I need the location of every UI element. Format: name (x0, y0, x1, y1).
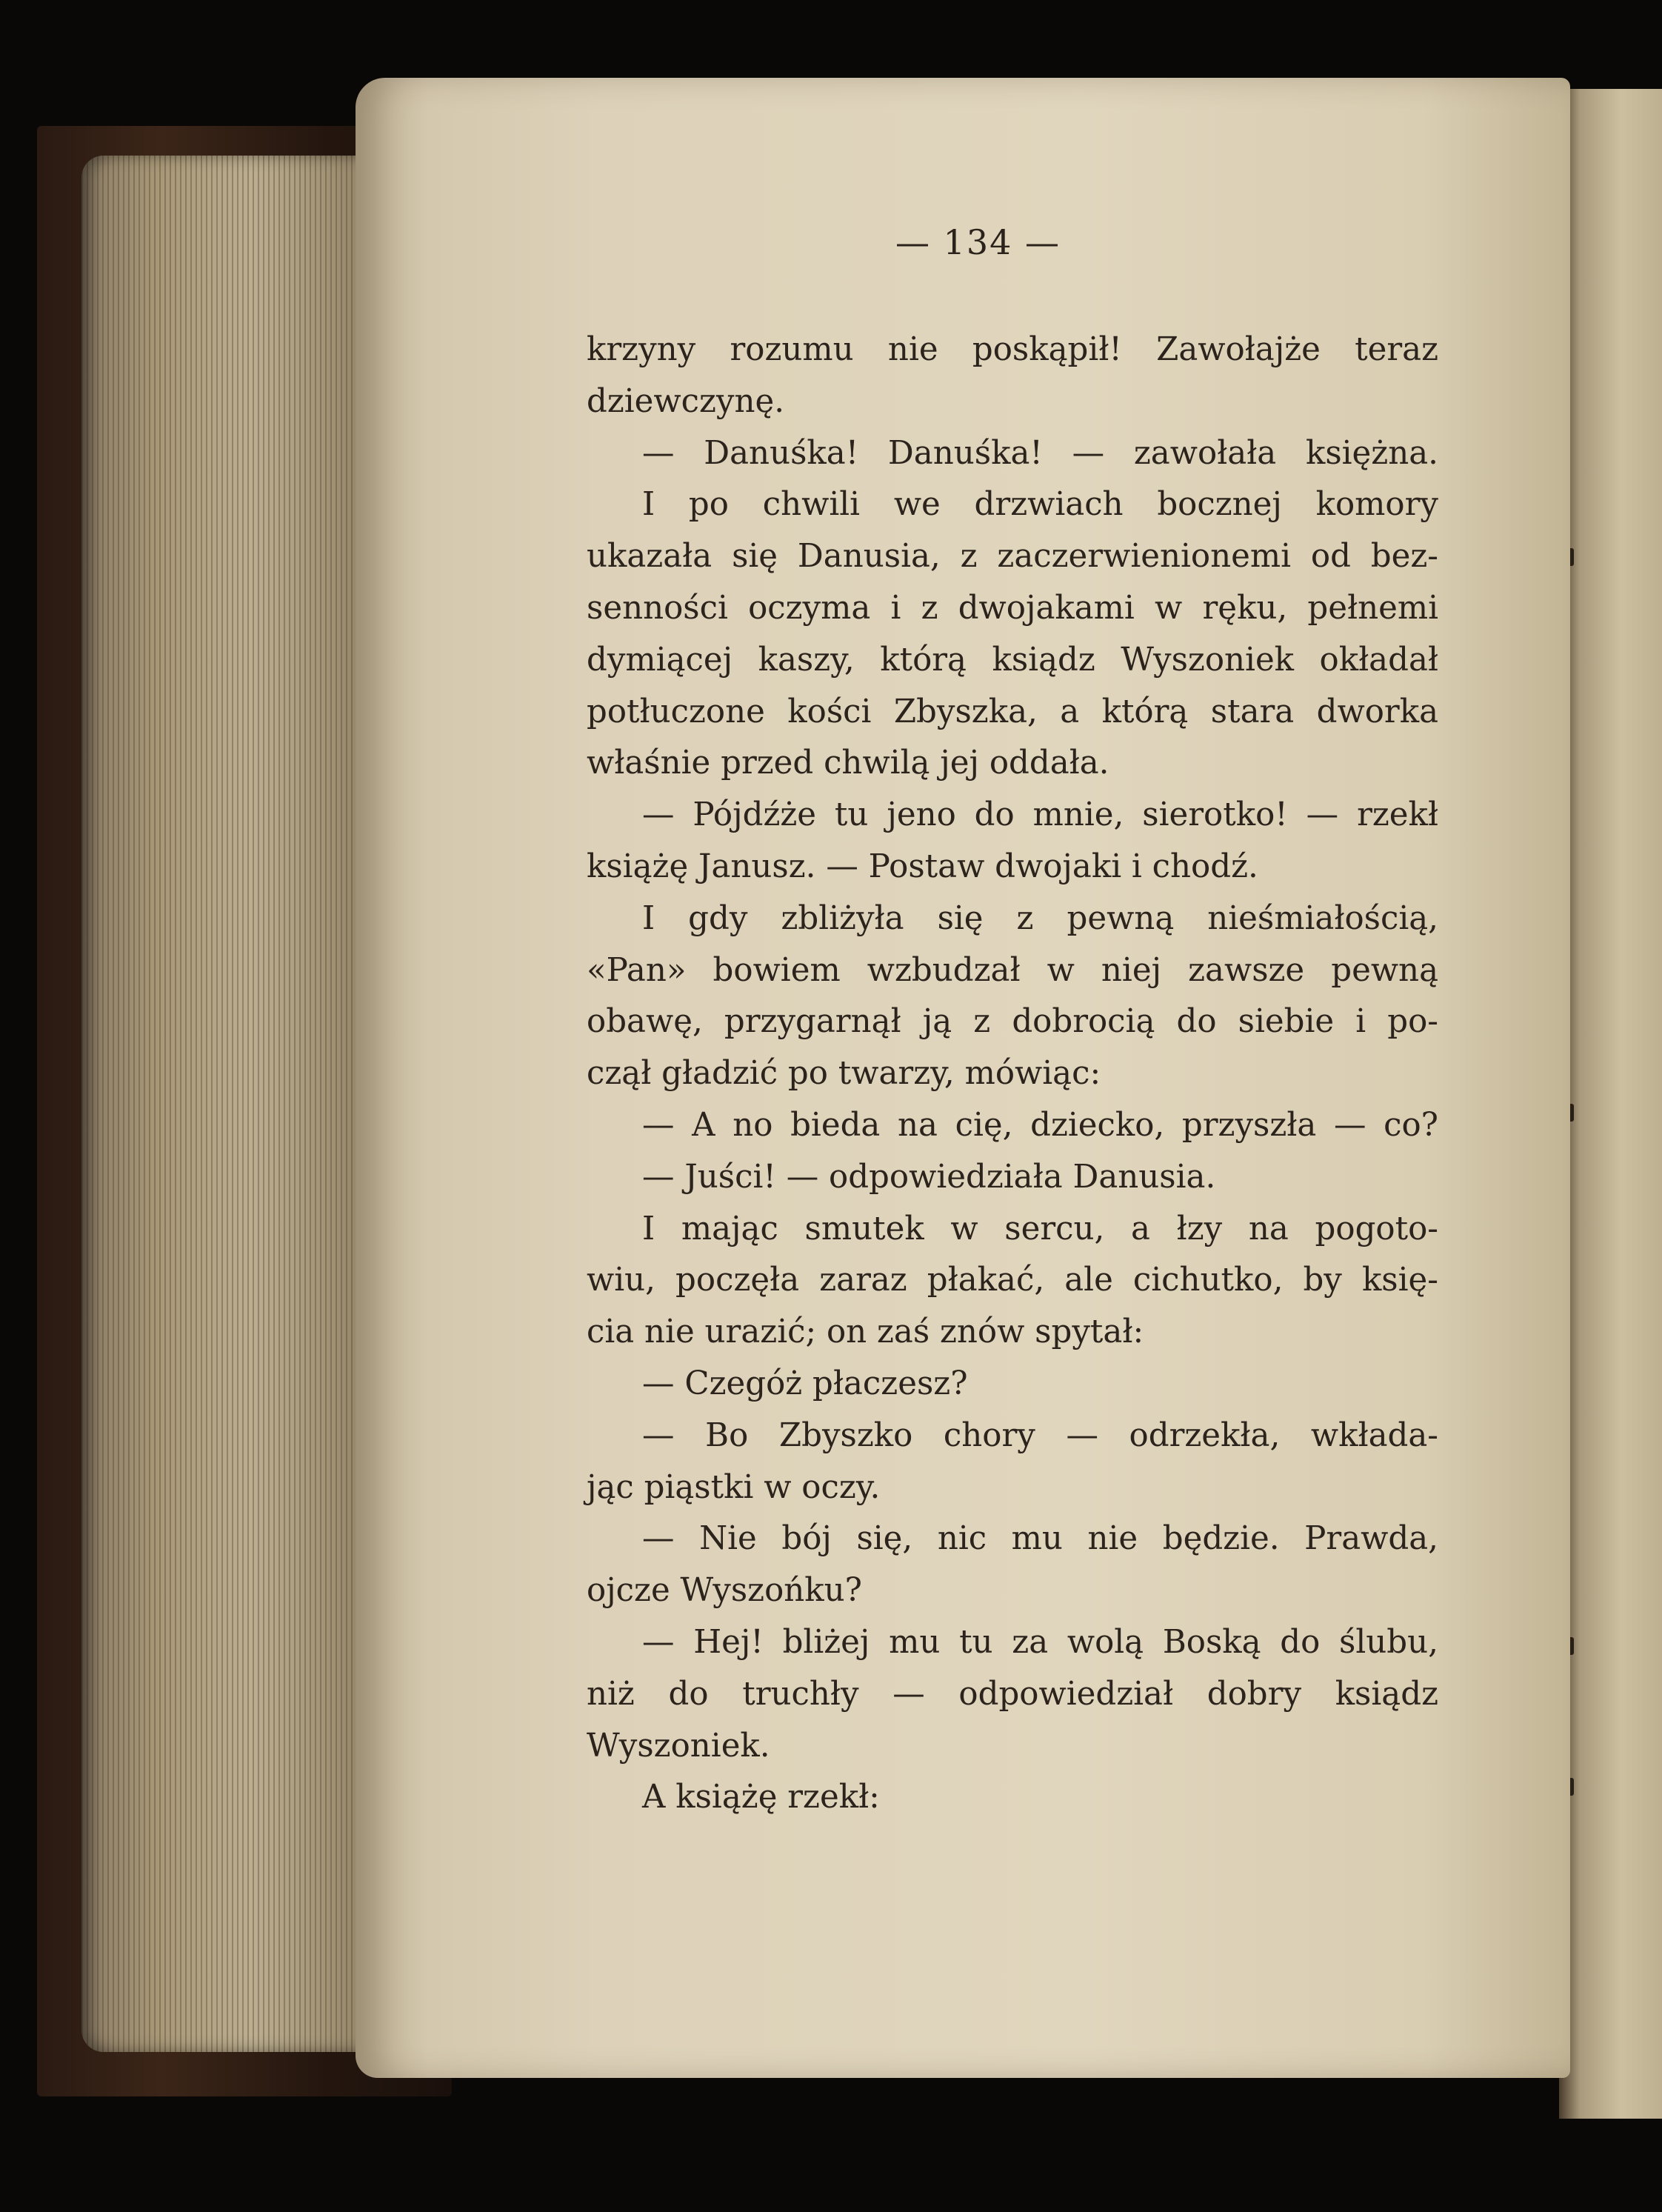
text-line: książę Janusz. — Postaw dwojaki i chodź. (587, 847, 1258, 885)
text-line: — Danuśka! Danuśka! — zawołała księżna. (642, 434, 1438, 472)
text-line: obawę, przygarnął ją z dobrocią do siebie i po- (587, 1003, 1438, 1041)
text-line: — A no bieda na cię, dziecko, przyszła — co? (642, 1106, 1438, 1144)
page-number: — 134 — (895, 222, 1061, 262)
text-line: «Pan» bowiem wzbudzał w niej zawsze pewną (587, 951, 1438, 989)
page-edges (81, 156, 393, 2052)
text-line: jąc piąstki w oczy. (587, 1468, 881, 1506)
text-line: — Juści! — odpowiedziała Danusia. (642, 1158, 1216, 1196)
text-line: — Hej! bliżej mu tu za wolą Boską do ślubu, (642, 1623, 1438, 1661)
text-line: I po chwili we drzwiach bocznej komory (642, 486, 1438, 524)
text-line: Wyszoniek. (587, 1727, 770, 1765)
text-line: — Nie bój się, nic mu nie będzie. Prawda, (642, 1520, 1438, 1558)
page-text (587, 324, 1438, 1824)
text-line: I gdy zbliżyła się z pewną nieśmiałością, (642, 899, 1438, 937)
text-line: dymiącej kaszy, którą ksiądz Wyszoniek okładał (587, 641, 1438, 679)
text-line: ukazała się Danusia, z zaczerwienionemi od bez- (587, 538, 1438, 576)
text-line: dziewczynę. (587, 382, 785, 420)
text-line: potłuczone kości Zbyszka, a którą stara dworka (587, 693, 1438, 730)
text-line: niż do truchły — odpowiedział dobry ksiądz (587, 1675, 1438, 1713)
text-line: A książę rzekł: (642, 1779, 880, 1816)
text-line: senności oczyma i z dwojakami w ręku, pełnemi (587, 589, 1438, 627)
text-line: I mając smutek w sercu, a łzy na pogoto- (642, 1210, 1438, 1247)
text-line: cia nie urazić; on zaś znów spytał: (587, 1313, 1144, 1351)
text-line: — Pójdźże tu jeno do mnie, sierotko! — rzekł (642, 796, 1438, 834)
text-line: wiu, poczęła zaraz płakać, ale cichutko, by księ- (587, 1262, 1438, 1299)
text-line: krzyny rozumu nie poskąpił! Zawołajże teraz (587, 331, 1438, 368)
text-line: czął gładzić po twarzy, mówiąc: (587, 1055, 1101, 1093)
text-line: właśnie przed chwilą jej oddała. (587, 744, 1109, 782)
text-line: — Czegóż płaczesz? (642, 1365, 968, 1402)
text-line: ojcze Wyszońku? (587, 1572, 863, 1610)
facing-page-edge (1559, 89, 1662, 2119)
text-line: — Bo Zbyszko chory — odrzekła, wkłada- (642, 1416, 1438, 1454)
